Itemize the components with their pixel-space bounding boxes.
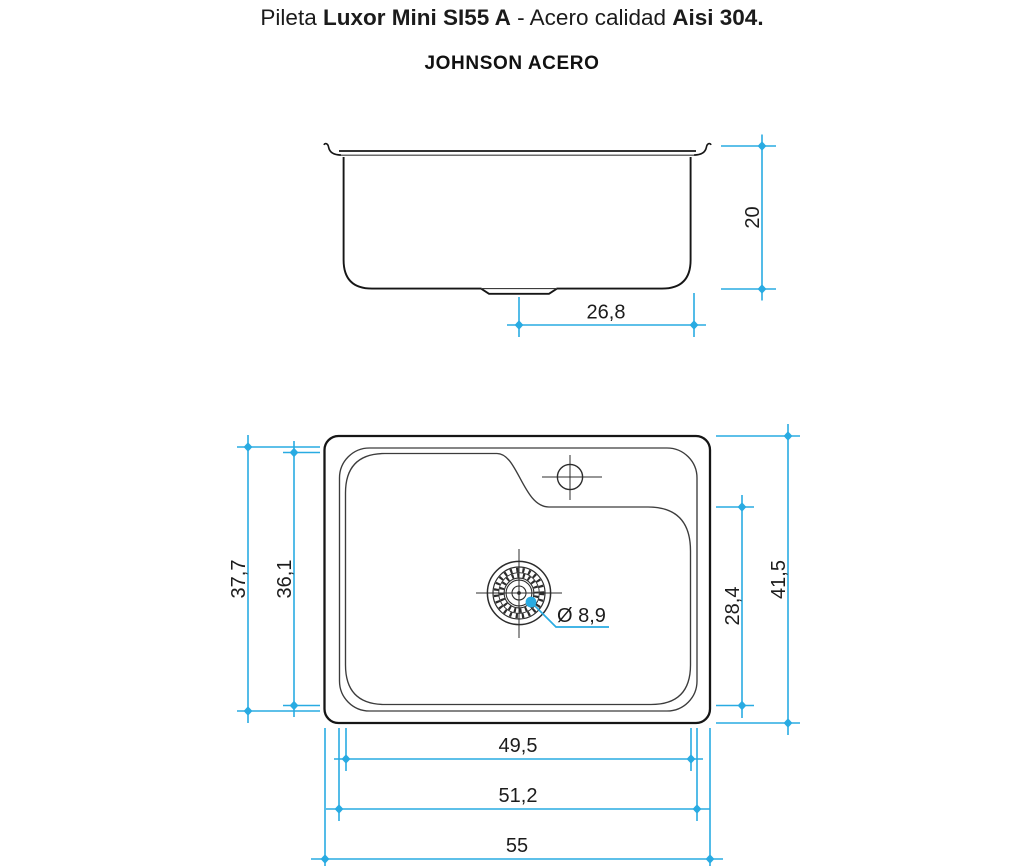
dim-label-bowl-width: 49,5 [498,735,538,757]
title-text-2: - Acero calidad [510,5,673,30]
sink-outer-edge [325,436,711,723]
dim-endpoint [758,284,767,293]
dim-endpoint [693,804,702,813]
sink-rim-line [340,448,698,711]
dim-label-rim-width: 51,2 [498,785,538,807]
faucet-hole-icon [542,455,602,500]
title-text-1: Pileta [260,5,323,30]
dim-endpoint [290,448,299,457]
dim-label-rim-depth: 37,7 [228,559,250,599]
dim-endpoint [342,754,351,763]
dim-endpoint [784,431,793,440]
drain-diameter-leader [526,597,609,627]
side-left-rim-lip [324,144,341,155]
side-right-rim-lip [694,144,711,155]
title-model: Luxor Mini SI55 A [322,5,511,30]
dim-endpoint [515,320,524,329]
dim-endpoint [738,502,747,511]
dim-endpoint [244,442,253,451]
dim-label-overall-width: 55 [505,835,529,857]
side-body-outline [344,157,691,294]
drain-strainer-icon [476,549,562,638]
dim-label-drain-diameter: Ø 8,9 [557,605,606,627]
top-view [228,424,800,866]
dim-endpoint [784,718,793,727]
dim-endpoint [706,854,715,863]
dim-endpoint [758,141,767,150]
dim-endpoint [244,706,253,715]
brand-name: JOHNSON ACERO [424,53,600,74]
dim-endpoint [290,701,299,710]
dim-endpoint [690,320,699,329]
dim-endpoint [321,854,330,863]
dim-label-overall-depth: 41,5 [768,560,790,599]
dim-endpoint [335,804,344,813]
dim-label-bowl-depth: 36,1 [274,559,296,599]
title-steel-grade: Aisi 304. [672,5,764,30]
dim-endpoint [687,754,696,763]
dim-label-side-height: 20 [742,206,764,229]
dim-label-bowl-depth-right: 28,4 [722,586,744,626]
dim-endpoint [738,701,747,710]
side-view [324,135,776,338]
sink-bowl-outline [346,454,691,705]
dim-label-side-drain-offset: 26,8 [586,301,626,324]
